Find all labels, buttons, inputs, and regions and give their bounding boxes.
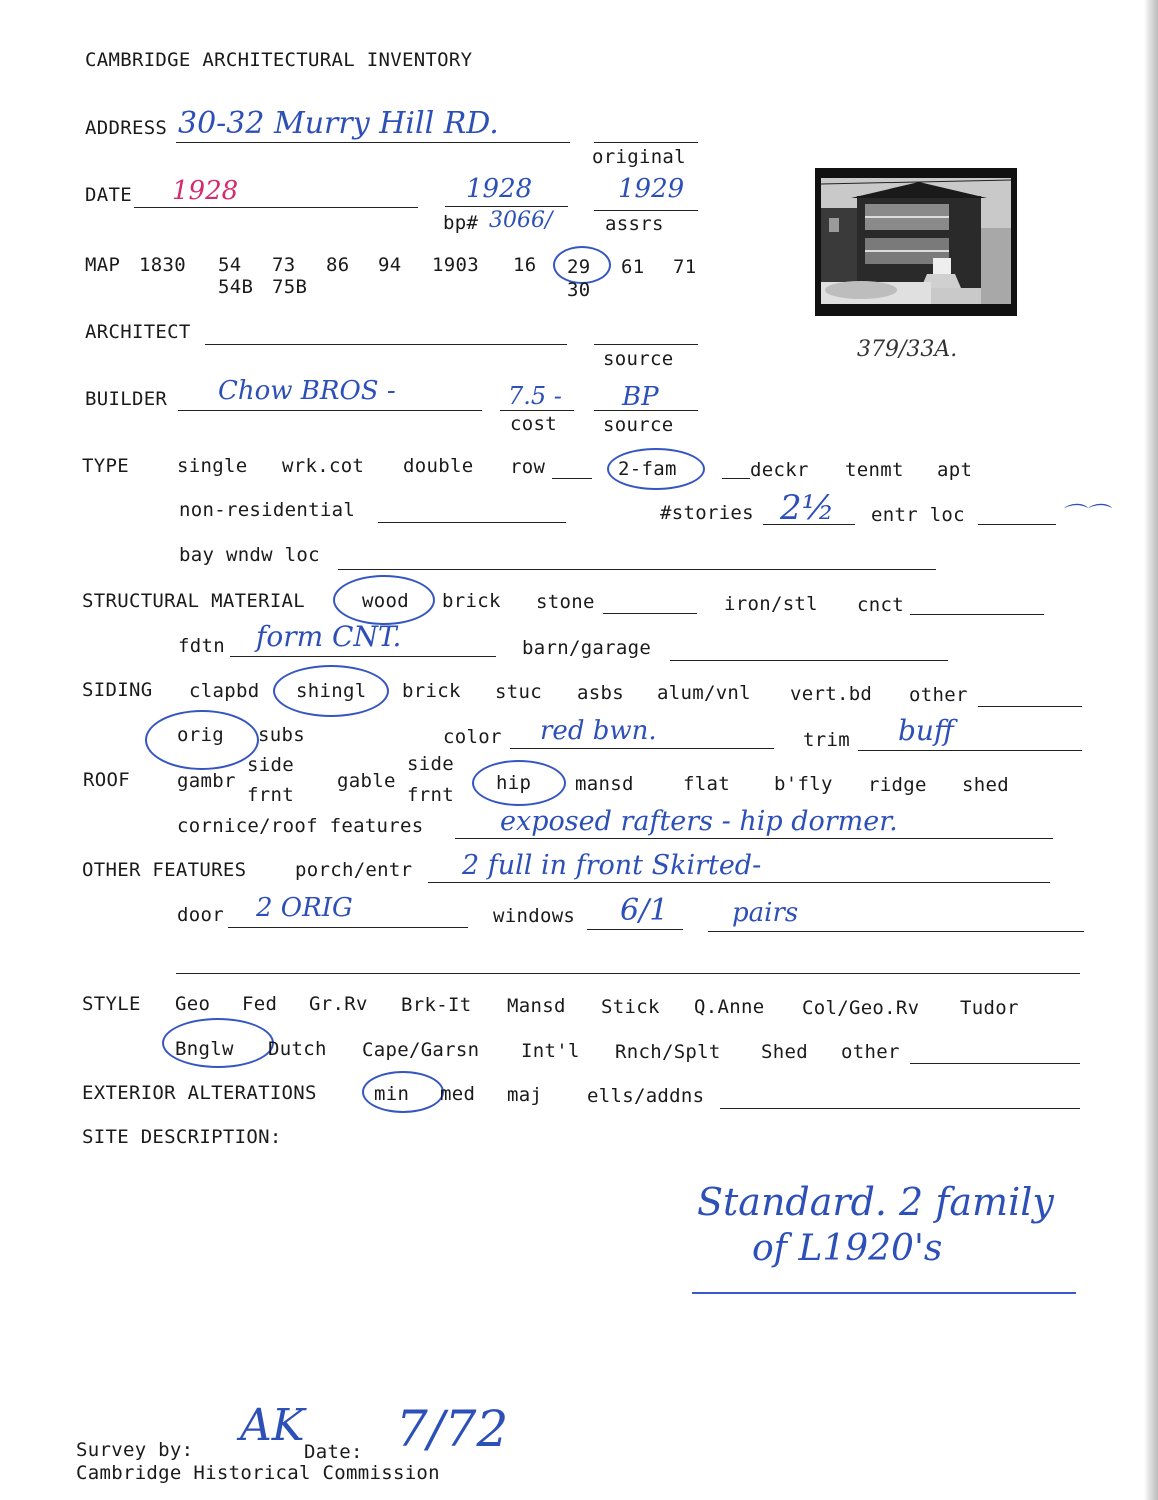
porch-value: 2 full in front Skirted- bbox=[462, 850, 762, 881]
builder-source-value: BP bbox=[622, 382, 659, 412]
siding-stuc: stuc bbox=[495, 681, 542, 703]
map-29: 29 bbox=[567, 256, 591, 278]
windows-extra: pairs bbox=[732, 898, 799, 928]
structural-cnct: cnct bbox=[857, 594, 904, 616]
map-1830: 1830 bbox=[139, 254, 186, 276]
footer-org: Cambridge Historical Commission bbox=[76, 1462, 440, 1484]
style-stick: Stick bbox=[601, 996, 660, 1018]
site-label: SITE DESCRIPTION: bbox=[82, 1126, 282, 1148]
style-qanne: Q.Anne bbox=[694, 996, 765, 1018]
map-61: 61 bbox=[621, 256, 645, 278]
building-photo bbox=[815, 168, 1017, 316]
date-line bbox=[134, 207, 418, 208]
builder-source-line bbox=[594, 410, 698, 411]
windows-value: 6/1 bbox=[620, 893, 669, 928]
builder-value: Chow BROS - bbox=[218, 376, 396, 406]
footer-date-value: 7/72 bbox=[396, 1400, 509, 1458]
map-75b: 75B bbox=[272, 276, 308, 298]
roof-gable-frnt: frnt bbox=[407, 784, 454, 806]
map-54b: 54B bbox=[218, 276, 254, 298]
architect-label: ARCHITECT bbox=[85, 321, 191, 343]
map-1903: 1903 bbox=[432, 254, 479, 276]
builder-line bbox=[178, 410, 482, 411]
trim-value: buff bbox=[898, 714, 954, 747]
nonres-line bbox=[378, 522, 566, 523]
style-colgeorv: Col/Geo.Rv bbox=[802, 997, 920, 1019]
roof-bfly: b'fly bbox=[774, 773, 833, 795]
map-73: 73 bbox=[272, 254, 296, 276]
style-tudor: Tudor bbox=[960, 997, 1019, 1019]
map-16: 16 bbox=[513, 254, 537, 276]
siding-orig-circle bbox=[145, 710, 259, 770]
siding-asbs: asbs bbox=[577, 682, 624, 704]
builder-source-label: source bbox=[603, 414, 674, 436]
siding-clapbd: clapbd bbox=[189, 680, 260, 702]
style-rnchsplt: Rnch/Splt bbox=[615, 1041, 721, 1063]
date-value: 1928 bbox=[172, 176, 239, 206]
ells-label: ells/addns bbox=[587, 1085, 705, 1107]
type-2fam-circle bbox=[607, 448, 705, 490]
stone-line bbox=[603, 613, 697, 614]
type-apt: apt bbox=[937, 459, 973, 481]
assrs-year: 1929 bbox=[618, 174, 685, 204]
type-tenmt: tenmt bbox=[845, 459, 904, 481]
entr-line bbox=[978, 524, 1056, 525]
style-capegarsn: Cape/Garsn bbox=[362, 1039, 480, 1061]
row-line bbox=[552, 478, 592, 479]
windows-label: windows bbox=[493, 905, 576, 927]
entr-value: ⌒⌒ bbox=[1060, 502, 1108, 530]
structural-stone: stone bbox=[536, 591, 595, 613]
other-extra-line bbox=[176, 973, 1080, 974]
bp-number: 3066/ bbox=[489, 208, 553, 233]
structural-wood-circle bbox=[333, 575, 435, 625]
footer-date-label: Date: bbox=[304, 1441, 363, 1463]
original-label: original bbox=[592, 146, 686, 168]
roof-gambr-side: side bbox=[247, 754, 294, 776]
style-bnglw: Bnglw bbox=[175, 1038, 234, 1060]
type-single: single bbox=[177, 455, 248, 477]
stories-label: #stories bbox=[660, 502, 754, 524]
alterations-med: med bbox=[440, 1083, 476, 1105]
map-label: MAP bbox=[85, 254, 121, 276]
style-geo: Geo bbox=[175, 993, 211, 1015]
roof-ridge: ridge bbox=[868, 774, 927, 796]
color-line bbox=[510, 748, 774, 749]
site-note-line1: Standard. 2 family bbox=[697, 1180, 1054, 1224]
siding-orig: orig bbox=[177, 724, 224, 746]
nonres-label: non-residential bbox=[179, 499, 356, 521]
cnct-line bbox=[910, 614, 1044, 615]
bp-label: bp# bbox=[443, 212, 479, 234]
roof-features-value: exposed rafters - hip dormer. bbox=[500, 806, 898, 837]
other-label: OTHER FEATURES bbox=[82, 859, 247, 881]
original-line bbox=[594, 142, 698, 143]
siding-subs: subs bbox=[258, 724, 305, 746]
structural-label: STRUCTURAL MATERIAL bbox=[82, 590, 306, 612]
roof-hip-circle bbox=[472, 760, 566, 806]
roof-gable: gable bbox=[337, 770, 396, 792]
style-dutch: Dutch bbox=[268, 1038, 327, 1060]
structural-ironstl: iron/stl bbox=[724, 593, 818, 615]
style-grrv: Gr.Rv bbox=[309, 993, 368, 1015]
cost-label: cost bbox=[510, 413, 557, 435]
barn-line bbox=[670, 660, 948, 661]
alterations-min: min bbox=[374, 1083, 410, 1105]
alterations-maj: maj bbox=[507, 1084, 543, 1106]
fdtn-line bbox=[230, 656, 496, 657]
windows-extra-line bbox=[708, 931, 1084, 932]
porch-label: porch/entr bbox=[295, 859, 413, 881]
bp-line bbox=[445, 206, 568, 207]
windows-line bbox=[587, 929, 683, 930]
survey-label: Survey by: bbox=[76, 1439, 194, 1461]
style-mansd: Mansd bbox=[507, 995, 566, 1017]
bay-line bbox=[338, 569, 936, 570]
stories-value: 2½ bbox=[780, 488, 835, 528]
porch-line bbox=[428, 882, 1050, 883]
photo-caption: 379/33A. bbox=[857, 337, 958, 362]
roof-mansd: mansd bbox=[575, 773, 634, 795]
ells-line bbox=[720, 1108, 1080, 1109]
fdtn-value: form CNT. bbox=[256, 620, 402, 653]
style-bnglw-circle bbox=[162, 1018, 274, 1068]
color-value: red bwn. bbox=[540, 716, 657, 746]
style-label: STYLE bbox=[82, 993, 141, 1015]
map-86: 86 bbox=[326, 254, 350, 276]
style-other-line bbox=[910, 1063, 1080, 1064]
roof-features-label: cornice/roof features bbox=[177, 815, 424, 837]
siding-shingl-circle bbox=[273, 665, 389, 717]
bp-year: 1928 bbox=[466, 174, 533, 204]
architect-line bbox=[205, 344, 567, 345]
assrs-label: assrs bbox=[605, 213, 664, 235]
survey-value: AK bbox=[240, 1400, 305, 1451]
siding-vertbd: vert.bd bbox=[790, 683, 873, 705]
page-edge-shadow bbox=[1144, 0, 1158, 1500]
alterations-label: EXTERIOR ALTERATIONS bbox=[82, 1082, 317, 1104]
map-54: 54 bbox=[218, 254, 242, 276]
stories-line bbox=[763, 524, 855, 525]
style-brkit: Brk-It bbox=[401, 994, 472, 1016]
fdtn-label: fdtn bbox=[178, 635, 225, 657]
architect-source-line bbox=[594, 344, 698, 345]
entr-label: entr loc bbox=[871, 504, 965, 526]
bay-label: bay wndw loc bbox=[179, 544, 320, 566]
map-71: 71 bbox=[673, 256, 697, 278]
trim-label: trim bbox=[803, 729, 850, 751]
barn-label: barn/garage bbox=[522, 637, 652, 659]
door-value: 2 ORIG bbox=[256, 893, 353, 923]
date-label: DATE bbox=[85, 184, 132, 206]
address-label: ADDRESS bbox=[85, 117, 168, 139]
siding-other-line bbox=[978, 706, 1082, 707]
cost-line bbox=[500, 410, 574, 411]
type-2fam: 2-fam bbox=[618, 458, 677, 480]
type-wrkcot: wrk.cot bbox=[282, 455, 365, 477]
siding-shingl: shingl bbox=[296, 680, 367, 702]
color-label: color bbox=[443, 726, 502, 748]
site-note-underline bbox=[692, 1292, 1076, 1294]
assrs-line bbox=[594, 210, 698, 211]
type-label: TYPE bbox=[82, 455, 129, 477]
style-other: other bbox=[841, 1041, 900, 1063]
roof-hip: hip bbox=[496, 772, 532, 794]
style-intl: Int'l bbox=[521, 1040, 580, 1062]
siding-alumvnl: alum/vnl bbox=[657, 682, 751, 704]
structural-brick: brick bbox=[442, 590, 501, 612]
roof-gambr: gambr bbox=[177, 770, 236, 792]
siding-brick: brick bbox=[402, 680, 461, 702]
type-row: row bbox=[510, 456, 546, 478]
style-shed: Shed bbox=[761, 1041, 808, 1063]
builder-cost-value: 7.5 - bbox=[508, 382, 562, 410]
trim-line bbox=[858, 750, 1082, 751]
type-double: double bbox=[403, 455, 474, 477]
roof-gable-side: side bbox=[407, 753, 454, 775]
roof-features-line bbox=[455, 838, 1053, 839]
roof-shed: shed bbox=[962, 774, 1009, 796]
style-fed: Fed bbox=[242, 993, 278, 1015]
alterations-min-circle bbox=[362, 1071, 444, 1113]
type-deckr: deckr bbox=[750, 459, 809, 481]
architect-source-label: source bbox=[603, 348, 674, 370]
siding-label: SIDING bbox=[82, 679, 153, 701]
map-94: 94 bbox=[378, 254, 402, 276]
builder-label: BUILDER bbox=[85, 388, 168, 410]
siding-other: other bbox=[909, 684, 968, 706]
roof-label: ROOF bbox=[83, 769, 130, 791]
roof-gambr-frnt: frnt bbox=[247, 784, 294, 806]
map-30: 30 bbox=[567, 279, 591, 301]
structural-wood: wood bbox=[362, 590, 409, 612]
roof-flat: flat bbox=[683, 773, 730, 795]
site-note-line2: of L1920's bbox=[752, 1228, 943, 1269]
address-line bbox=[176, 142, 570, 143]
deckr-line bbox=[722, 478, 750, 479]
house-illustration bbox=[821, 178, 1011, 304]
door-label: door bbox=[177, 904, 224, 926]
door-line bbox=[228, 927, 468, 928]
form-title: CAMBRIDGE ARCHITECTURAL INVENTORY bbox=[85, 49, 473, 71]
address-value: 30-32 Murry Hill RD. bbox=[178, 106, 499, 141]
